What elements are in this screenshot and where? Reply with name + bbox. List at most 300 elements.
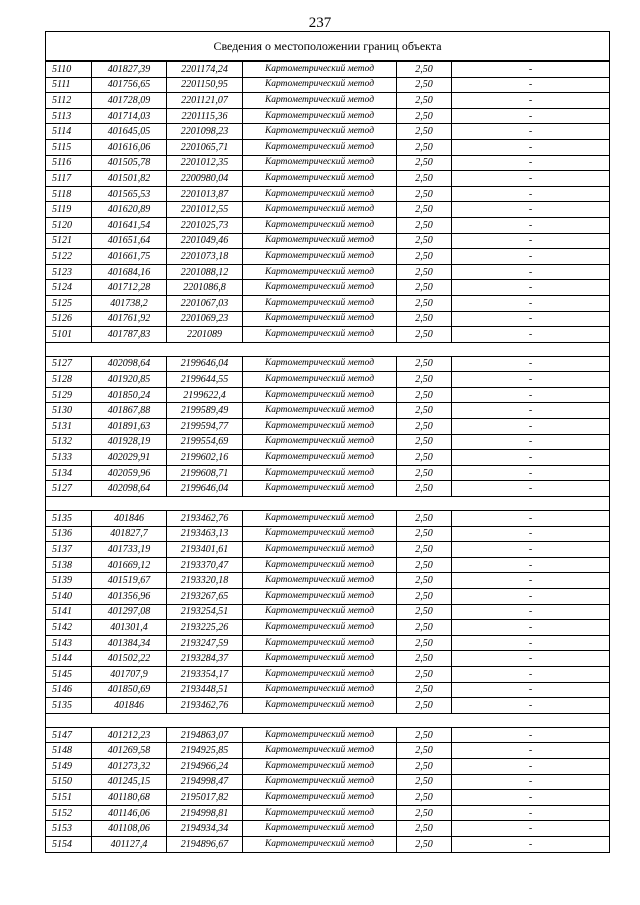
accuracy-cell: 2,50 (397, 419, 452, 435)
point-number-cell: 5124 (46, 280, 92, 296)
method-cell: Картометрический метод (243, 233, 397, 249)
y-coordinate-cell: 2194998,81 (167, 805, 243, 821)
point-number-cell: 5139 (46, 573, 92, 589)
table-row (46, 526, 610, 542)
method-cell: Картометрический метод (243, 77, 397, 93)
y-coordinate-cell: 2201073,18 (167, 249, 243, 265)
y-coordinate-cell: 2193463,13 (167, 526, 243, 542)
accuracy-cell: 2,50 (397, 61, 452, 77)
x-coordinate-cell: 402098,64 (92, 356, 167, 372)
point-number-cell: 5128 (46, 372, 92, 388)
note-cell: - (452, 171, 610, 187)
point-number-cell: 5145 (46, 666, 92, 682)
accuracy-cell: 2,50 (397, 327, 452, 343)
point-number-cell: 5127 (46, 356, 92, 372)
y-coordinate-cell: 2199602,16 (167, 450, 243, 466)
note-cell: - (452, 202, 610, 218)
note-cell: - (452, 124, 610, 140)
note-cell: - (452, 387, 610, 403)
x-coordinate-cell: 402029,91 (92, 450, 167, 466)
note-cell: - (452, 327, 610, 343)
table-row (46, 651, 610, 667)
y-coordinate-cell: 2193320,18 (167, 573, 243, 589)
accuracy-cell: 2,50 (397, 604, 452, 620)
table-row (46, 557, 610, 573)
method-cell: Картометрический метод (243, 93, 397, 109)
method-cell: Картометрический метод (243, 155, 397, 171)
accuracy-cell: 2,50 (397, 403, 452, 419)
note-cell: - (452, 77, 610, 93)
method-cell: Картометрический метод (243, 465, 397, 481)
note-cell: - (452, 155, 610, 171)
y-coordinate-cell: 2199554,69 (167, 434, 243, 450)
table-row (46, 573, 610, 589)
y-coordinate-cell: 2194863,07 (167, 727, 243, 743)
table-row (46, 155, 610, 171)
method-cell: Картометрический метод (243, 666, 397, 682)
method-cell: Картометрический метод (243, 790, 397, 806)
x-coordinate-cell: 401620,89 (92, 202, 167, 218)
point-number-cell: 5154 (46, 836, 92, 852)
x-coordinate-cell: 401502,22 (92, 651, 167, 667)
point-number-cell: 5117 (46, 171, 92, 187)
method-cell: Картометрический метод (243, 171, 397, 187)
accuracy-cell: 2,50 (397, 280, 452, 296)
y-coordinate-cell: 2193267,65 (167, 589, 243, 605)
accuracy-cell: 2,50 (397, 589, 452, 605)
x-coordinate-cell: 401269,58 (92, 743, 167, 759)
method-cell: Картометрический метод (243, 387, 397, 403)
x-coordinate-cell: 401180,68 (92, 790, 167, 806)
note-cell: - (452, 280, 610, 296)
point-number-cell: 5123 (46, 264, 92, 280)
point-number-cell: 5114 (46, 124, 92, 140)
x-coordinate-cell: 401565,53 (92, 186, 167, 202)
accuracy-cell: 2,50 (397, 557, 452, 573)
method-cell: Картометрический метод (243, 758, 397, 774)
accuracy-cell: 2,50 (397, 295, 452, 311)
method-cell: Картометрический метод (243, 620, 397, 636)
table-row (46, 327, 610, 343)
table-row (46, 387, 610, 403)
table-row (46, 108, 610, 124)
note-cell: - (452, 526, 610, 542)
y-coordinate-cell: 2201012,35 (167, 155, 243, 171)
x-coordinate-cell: 401108,06 (92, 821, 167, 837)
point-number-cell: 5135 (46, 511, 92, 527)
note-cell: - (452, 108, 610, 124)
method-cell: Картометрический метод (243, 727, 397, 743)
note-cell: - (452, 481, 610, 497)
note-cell: - (452, 233, 610, 249)
point-number-cell: 5129 (46, 387, 92, 403)
table-row (46, 311, 610, 327)
table-row (46, 465, 610, 481)
x-coordinate-cell: 401827,7 (92, 526, 167, 542)
point-number-cell: 5142 (46, 620, 92, 636)
point-number-cell: 5110 (46, 61, 92, 77)
group-separator-cell (46, 713, 610, 727)
method-cell: Картометрический метод (243, 295, 397, 311)
point-number-cell: 5143 (46, 635, 92, 651)
y-coordinate-cell: 2193254,51 (167, 604, 243, 620)
point-number-cell: 5148 (46, 743, 92, 759)
method-cell: Картометрический метод (243, 434, 397, 450)
y-coordinate-cell: 2199646,04 (167, 356, 243, 372)
method-cell: Картометрический метод (243, 108, 397, 124)
table-row (46, 93, 610, 109)
y-coordinate-cell: 2201069,23 (167, 311, 243, 327)
x-coordinate-cell: 401505,78 (92, 155, 167, 171)
point-number-cell: 5120 (46, 217, 92, 233)
group-separator-row (46, 497, 610, 511)
x-coordinate-cell: 401846 (92, 698, 167, 714)
method-cell: Картометрический метод (243, 542, 397, 558)
note-cell: - (452, 93, 610, 109)
note-cell: - (452, 61, 610, 77)
table-row (46, 758, 610, 774)
accuracy-cell: 2,50 (397, 372, 452, 388)
y-coordinate-cell: 2201088,12 (167, 264, 243, 280)
accuracy-cell: 2,50 (397, 233, 452, 249)
accuracy-cell: 2,50 (397, 264, 452, 280)
y-coordinate-cell: 2193448,51 (167, 682, 243, 698)
note-cell: - (452, 651, 610, 667)
y-coordinate-cell: 2194998,47 (167, 774, 243, 790)
y-coordinate-cell: 2201012,55 (167, 202, 243, 218)
group-separator-row (46, 342, 610, 356)
table-row (46, 542, 610, 558)
point-number-cell: 5151 (46, 790, 92, 806)
point-number-cell: 5135 (46, 698, 92, 714)
method-cell: Картометрический метод (243, 698, 397, 714)
accuracy-cell: 2,50 (397, 620, 452, 636)
method-cell: Картометрический метод (243, 526, 397, 542)
accuracy-cell: 2,50 (397, 774, 452, 790)
point-number-cell: 5133 (46, 450, 92, 466)
method-cell: Картометрический метод (243, 774, 397, 790)
x-coordinate-cell: 401850,69 (92, 682, 167, 698)
table-row (46, 450, 610, 466)
table-row (46, 821, 610, 837)
method-cell: Картометрический метод (243, 511, 397, 527)
x-coordinate-cell: 401616,06 (92, 139, 167, 155)
method-cell: Картометрический метод (243, 403, 397, 419)
group-separator-cell (46, 497, 610, 511)
x-coordinate-cell: 401384,34 (92, 635, 167, 651)
accuracy-cell: 2,50 (397, 77, 452, 93)
method-cell: Картометрический метод (243, 604, 397, 620)
y-coordinate-cell: 2193370,47 (167, 557, 243, 573)
table-row (46, 774, 610, 790)
table-row (46, 124, 610, 140)
table-row (46, 481, 610, 497)
method-cell: Картометрический метод (243, 217, 397, 233)
note-cell: - (452, 295, 610, 311)
point-number-cell: 5101 (46, 327, 92, 343)
table-row (46, 434, 610, 450)
x-coordinate-cell: 401850,24 (92, 387, 167, 403)
x-coordinate-cell: 401356,96 (92, 589, 167, 605)
method-cell: Картометрический метод (243, 743, 397, 759)
table-row (46, 419, 610, 435)
note-cell: - (452, 186, 610, 202)
table-row (46, 620, 610, 636)
point-number-cell: 5113 (46, 108, 92, 124)
point-number-cell: 5147 (46, 727, 92, 743)
table-row (46, 77, 610, 93)
x-coordinate-cell: 401756,65 (92, 77, 167, 93)
accuracy-cell: 2,50 (397, 573, 452, 589)
point-number-cell: 5144 (46, 651, 92, 667)
note-cell: - (452, 620, 610, 636)
y-coordinate-cell: 2199594,77 (167, 419, 243, 435)
accuracy-cell: 2,50 (397, 698, 452, 714)
note-cell: - (452, 682, 610, 698)
method-cell: Картометрический метод (243, 327, 397, 343)
accuracy-cell: 2,50 (397, 356, 452, 372)
point-number-cell: 5138 (46, 557, 92, 573)
accuracy-cell: 2,50 (397, 821, 452, 837)
point-number-cell: 5140 (46, 589, 92, 605)
note-cell: - (452, 403, 610, 419)
accuracy-cell: 2,50 (397, 651, 452, 667)
note-cell: - (452, 311, 610, 327)
table-row (46, 403, 610, 419)
accuracy-cell: 2,50 (397, 387, 452, 403)
x-coordinate-cell: 401738,2 (92, 295, 167, 311)
point-number-cell: 5146 (46, 682, 92, 698)
note-cell: - (452, 836, 610, 852)
note-cell: - (452, 821, 610, 837)
method-cell: Картометрический метод (243, 635, 397, 651)
table-row (46, 666, 610, 682)
note-cell: - (452, 372, 610, 388)
table-row (46, 743, 610, 759)
method-cell: Картометрический метод (243, 573, 397, 589)
accuracy-cell: 2,50 (397, 434, 452, 450)
y-coordinate-cell: 2193225,26 (167, 620, 243, 636)
method-cell: Картометрический метод (243, 805, 397, 821)
x-coordinate-cell: 401297,08 (92, 604, 167, 620)
x-coordinate-cell: 401669,12 (92, 557, 167, 573)
table-title-row (46, 32, 610, 62)
x-coordinate-cell: 401301,4 (92, 620, 167, 636)
accuracy-cell: 2,50 (397, 186, 452, 202)
accuracy-cell: 2,50 (397, 511, 452, 527)
point-number-cell: 5111 (46, 77, 92, 93)
accuracy-cell: 2,50 (397, 666, 452, 682)
table-row (46, 61, 610, 77)
accuracy-cell: 2,50 (397, 202, 452, 218)
y-coordinate-cell: 2193462,76 (167, 698, 243, 714)
method-cell: Картометрический метод (243, 356, 397, 372)
table-row (46, 356, 610, 372)
method-cell: Картометрический метод (243, 202, 397, 218)
method-cell: Картометрический метод (243, 61, 397, 77)
table-row (46, 249, 610, 265)
point-number-cell: 5134 (46, 465, 92, 481)
x-coordinate-cell: 401645,05 (92, 124, 167, 140)
x-coordinate-cell: 401651,64 (92, 233, 167, 249)
table-row (46, 790, 610, 806)
method-cell: Картометрический метод (243, 124, 397, 140)
table-row (46, 186, 610, 202)
table-body (46, 32, 610, 853)
page-number: 237 (308, 15, 332, 31)
note-cell: - (452, 790, 610, 806)
table-row (46, 698, 610, 714)
method-cell: Картометрический метод (243, 372, 397, 388)
y-coordinate-cell: 2199608,71 (167, 465, 243, 481)
table-row (46, 233, 610, 249)
note-cell: - (452, 450, 610, 466)
note-cell: - (452, 217, 610, 233)
method-cell: Картометрический метод (243, 280, 397, 296)
y-coordinate-cell: 2194966,24 (167, 758, 243, 774)
table-row (46, 171, 610, 187)
y-coordinate-cell: 2201065,71 (167, 139, 243, 155)
method-cell: Картометрический метод (243, 481, 397, 497)
point-number-cell: 5118 (46, 186, 92, 202)
x-coordinate-cell: 401146,06 (92, 805, 167, 821)
x-coordinate-cell: 401920,85 (92, 372, 167, 388)
table-row (46, 264, 610, 280)
y-coordinate-cell: 2193462,76 (167, 511, 243, 527)
table-row (46, 604, 610, 620)
x-coordinate-cell: 402098,64 (92, 481, 167, 497)
y-coordinate-cell: 2201115,36 (167, 108, 243, 124)
note-cell: - (452, 805, 610, 821)
accuracy-cell: 2,50 (397, 526, 452, 542)
method-cell: Картометрический метод (243, 557, 397, 573)
note-cell: - (452, 774, 610, 790)
x-coordinate-cell: 401707,9 (92, 666, 167, 682)
x-coordinate-cell: 401867,88 (92, 403, 167, 419)
y-coordinate-cell: 2201025,73 (167, 217, 243, 233)
y-coordinate-cell: 2201086,8 (167, 280, 243, 296)
point-number-cell: 5125 (46, 295, 92, 311)
note-cell: - (452, 727, 610, 743)
group-separator-row (46, 713, 610, 727)
x-coordinate-cell: 401684,16 (92, 264, 167, 280)
method-cell: Картометрический метод (243, 682, 397, 698)
y-coordinate-cell: 2193354,17 (167, 666, 243, 682)
y-coordinate-cell: 2194925,85 (167, 743, 243, 759)
accuracy-cell: 2,50 (397, 727, 452, 743)
point-number-cell: 5121 (46, 233, 92, 249)
method-cell: Картометрический метод (243, 139, 397, 155)
note-cell: - (452, 666, 610, 682)
table-row (46, 589, 610, 605)
x-coordinate-cell: 401733,19 (92, 542, 167, 558)
y-coordinate-cell: 2201174,24 (167, 61, 243, 77)
point-number-cell: 5112 (46, 93, 92, 109)
accuracy-cell: 2,50 (397, 758, 452, 774)
accuracy-cell: 2,50 (397, 93, 452, 109)
method-cell: Картометрический метод (243, 186, 397, 202)
note-cell: - (452, 557, 610, 573)
table-row (46, 372, 610, 388)
note-cell: - (452, 356, 610, 372)
note-cell: - (452, 743, 610, 759)
point-number-cell: 5122 (46, 249, 92, 265)
accuracy-cell: 2,50 (397, 635, 452, 651)
y-coordinate-cell: 2193401,61 (167, 542, 243, 558)
note-cell: - (452, 249, 610, 265)
method-cell: Картометрический метод (243, 450, 397, 466)
note-cell: - (452, 511, 610, 527)
accuracy-cell: 2,50 (397, 249, 452, 265)
accuracy-cell: 2,50 (397, 450, 452, 466)
x-coordinate-cell: 401212,23 (92, 727, 167, 743)
table-row (46, 805, 610, 821)
y-coordinate-cell: 2201089 (167, 327, 243, 343)
y-coordinate-cell: 2194934,34 (167, 821, 243, 837)
accuracy-cell: 2,50 (397, 743, 452, 759)
note-cell: - (452, 434, 610, 450)
y-coordinate-cell: 2200980,04 (167, 171, 243, 187)
table-row (46, 727, 610, 743)
accuracy-cell: 2,50 (397, 171, 452, 187)
method-cell: Картометрический метод (243, 249, 397, 265)
y-coordinate-cell: 2201049,46 (167, 233, 243, 249)
group-separator-cell (46, 342, 610, 356)
y-coordinate-cell: 2199644,55 (167, 372, 243, 388)
table-row (46, 217, 610, 233)
note-cell: - (452, 635, 610, 651)
accuracy-cell: 2,50 (397, 790, 452, 806)
method-cell: Картометрический метод (243, 836, 397, 852)
method-cell: Картометрический метод (243, 589, 397, 605)
y-coordinate-cell: 2201067,03 (167, 295, 243, 311)
x-coordinate-cell: 401712,28 (92, 280, 167, 296)
method-cell: Картометрический метод (243, 821, 397, 837)
x-coordinate-cell: 401519,67 (92, 573, 167, 589)
x-coordinate-cell: 401928,19 (92, 434, 167, 450)
note-cell: - (452, 698, 610, 714)
accuracy-cell: 2,50 (397, 155, 452, 171)
accuracy-cell: 2,50 (397, 217, 452, 233)
table-row (46, 635, 610, 651)
note-cell: - (452, 758, 610, 774)
point-number-cell: 5116 (46, 155, 92, 171)
x-coordinate-cell: 401714,03 (92, 108, 167, 124)
point-number-cell: 5149 (46, 758, 92, 774)
accuracy-cell: 2,50 (397, 542, 452, 558)
accuracy-cell: 2,50 (397, 139, 452, 155)
y-coordinate-cell: 2201121,07 (167, 93, 243, 109)
method-cell: Картометрический метод (243, 264, 397, 280)
point-number-cell: 5152 (46, 805, 92, 821)
point-number-cell: 5131 (46, 419, 92, 435)
table-row (46, 139, 610, 155)
y-coordinate-cell: 2193247,59 (167, 635, 243, 651)
x-coordinate-cell: 402059,96 (92, 465, 167, 481)
point-number-cell: 5132 (46, 434, 92, 450)
boundary-coordinates-table (45, 31, 610, 853)
x-coordinate-cell: 401827,39 (92, 61, 167, 77)
x-coordinate-cell: 401127,4 (92, 836, 167, 852)
accuracy-cell: 2,50 (397, 311, 452, 327)
method-cell: Картометрический метод (243, 311, 397, 327)
y-coordinate-cell: 2199589,49 (167, 403, 243, 419)
y-coordinate-cell: 2199622,4 (167, 387, 243, 403)
x-coordinate-cell: 401641,54 (92, 217, 167, 233)
note-cell: - (452, 419, 610, 435)
note-cell: - (452, 264, 610, 280)
table-row (46, 682, 610, 698)
